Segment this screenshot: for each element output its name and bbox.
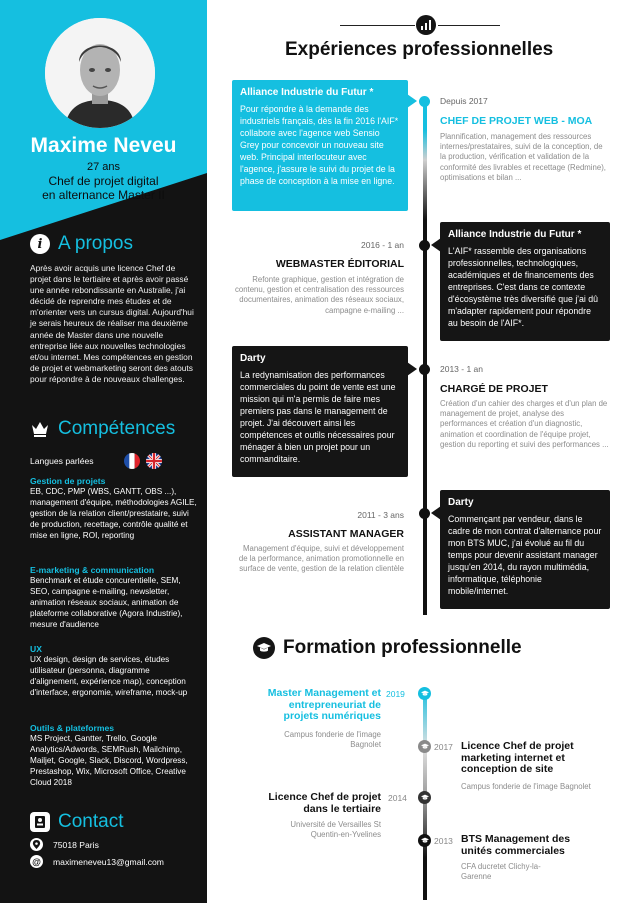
education-school: CFA ducretet Clichy-la-Garenne	[461, 862, 541, 882]
role-description: Refonte graphique, gestion et intégration de contenu, gestion et centralisation des ressources documentaires, animation des réseaux sociaux, campagne e-mailing ...	[234, 275, 404, 315]
box-pointer	[407, 362, 417, 376]
graduation-cap-icon	[418, 740, 431, 753]
timeline-dot	[419, 364, 430, 375]
role-date: 2011 - 3 ans	[357, 510, 404, 520]
box-pointer	[431, 506, 441, 520]
profile-title-line1: Chef de projet digital	[48, 174, 159, 188]
about-text: Après avoir acquis une licence Chef de projet dans le tertiaire et après avoir passé une année rebondissante en Australie, j'ai décidé de reprendre mes études et de m'orienter vers un cursus digital. Aujourd'hui je serais heureux de réaliser ma deuxième année de Master dans une nouvelle entreprise liée aux nouvelles technologies et/ou internet. Mes compétences en gestion de projet et webmarketing seront des atouts pour répondre à de nouveaux challenges.	[30, 263, 194, 384]
experience-box-darty-role	[440, 490, 610, 609]
contact-address-row	[30, 838, 99, 851]
briefcase-chart-icon	[416, 15, 436, 35]
skills-heading	[30, 418, 175, 440]
profile-name: Maxime Neveu	[30, 134, 177, 157]
role-title: ASSISTANT MANAGER	[288, 528, 404, 540]
role-date: 2016 - 1 an	[360, 240, 404, 250]
profile-age: 27 ans	[86, 161, 121, 173]
education-year: 2013	[434, 836, 453, 846]
education-year: 2019	[386, 689, 405, 699]
about-heading	[30, 233, 133, 255]
contact-card-icon	[30, 812, 50, 832]
education-title: Master Management et entrepreneuriat de projets numériques	[267, 687, 381, 722]
languages-row	[30, 453, 162, 469]
location-pin-icon	[30, 838, 43, 851]
avatar	[45, 18, 155, 128]
box-text: L'AIF* rassemble des organisations professionnelles, technologiques, académiques et de financements des entreprises. C'est dans ce contexte d'écosystème très diversifié que j'ai dû m'adapter rapidement pour répondre au besoin de l'AIF*.	[448, 246, 599, 328]
education-school: Université de Versailles St Quentin-en-Yvelines	[290, 820, 381, 840]
profile-title-line2: en alternance Master II	[42, 188, 165, 202]
skill-category-title: E-marketing & communication	[30, 565, 155, 575]
skill-category-text: MS Project, Gantter, Trello, Google Analytics/Adwords, SEMRush, Mailchimp, Mailjet, Google, Slack, Discord, Wordpress, Prestashop, Wix, Microsoft Office, Creative Cloud 2018	[30, 734, 188, 787]
experience-box-aif-context	[440, 222, 610, 341]
role-title: CHARGÉ DE PROJET	[440, 383, 548, 395]
crown-icon	[30, 419, 50, 439]
timeline-dot	[419, 240, 430, 251]
skill-category-text: EB, CDC, PMP (WBS, GANTT, OBS ...), management d'équipe, méthodologies AGILE, gestion de la relation client/prestataire, suivi de production, recettage, contrôle qualité et mise en ligne, ROI, reporting	[30, 487, 197, 540]
skill-category-text: Benchmark et étude concurentielle, SEM, SEO, campagne e-mailing, newsletter, animation réseaux sociaux, animation de plateforme collaborative (Agora Industrie), mesure d'audience	[30, 576, 183, 629]
education-school: Campus fonderie de l'image Bagnolet	[284, 730, 381, 750]
education-heading-text: Formation professionnelle	[283, 637, 522, 658]
experience-heading-text: Expériences professionnelles	[285, 39, 554, 60]
role-date: Depuis 2017	[440, 96, 488, 106]
experience-box-darty-project	[232, 346, 408, 477]
education-title: Licence Chef de projet dans le tertiaire	[268, 791, 381, 815]
box-pointer	[407, 94, 417, 108]
box-title: Alliance Industrie du Futur *	[240, 87, 374, 98]
profile-photo	[45, 18, 155, 128]
email-at-icon: @	[30, 855, 43, 868]
box-title: Darty	[448, 497, 474, 508]
about-heading-text: A propos	[58, 233, 133, 254]
graduation-cap-icon	[253, 637, 275, 659]
skill-category-title: Gestion de projets	[30, 476, 106, 486]
graduation-cap-icon	[418, 834, 431, 847]
experience-heading	[285, 39, 553, 61]
education-school: Campus fonderie de l'image Bagnolet	[461, 782, 591, 791]
box-text: La redynamisation des performances commerciales du point de vente est une mission qui m'a permis de faire mes premiers pas dans le management de projet. J'ai découvert ainsi les compétences et outils nécessaires pour ménager à bien un projet pour un commanditaire.	[240, 370, 396, 464]
info-icon: i	[30, 234, 50, 254]
contact-heading-text: Contact	[58, 811, 124, 832]
graduation-cap-icon	[418, 687, 431, 700]
role-title: WEBMASTER ÉDITORIAL	[275, 258, 404, 270]
contact-heading	[30, 811, 123, 833]
skill-category-title: Outils & plateformes	[30, 723, 115, 733]
languages-label: Langues parlées	[30, 456, 94, 466]
box-title: Darty	[240, 353, 266, 364]
box-title: Alliance Industrie du Futur *	[448, 229, 582, 240]
education-title: Licence Chef de projet marketing internet et conception de site	[461, 740, 574, 775]
education-title: BTS Management des unités commerciales	[461, 833, 571, 857]
heading-rule-left	[340, 25, 415, 26]
graduation-cap-icon	[418, 791, 431, 804]
timeline-dot	[419, 508, 430, 519]
contact-email-row[interactable]	[30, 855, 164, 868]
experience-box-aif-project	[232, 80, 408, 211]
role-date: 2013 - 1 an	[440, 364, 484, 374]
contact-address: 75018 Paris	[53, 839, 99, 850]
uk-flag-icon	[146, 453, 162, 469]
heading-rule-right	[438, 25, 500, 26]
contact-email-link[interactable]: maximeneveu13@gmail.com	[53, 856, 164, 867]
skill-category-title: UX	[30, 644, 42, 654]
box-text: Pour répondre à la demande des industriels français, dès la fin 2016 l'AIF* collabore avec l'agence web Sensio Grey pour concevoir un nouveau site web. Principal interlocuteur avec l'agence, j'assure le suivi du projet de la phase de conception à la mise en ligne.	[240, 104, 399, 186]
box-pointer	[431, 238, 441, 252]
box-text: Commençant par vendeur, dans le cadre de mon contrat d'alternance pour mon BTS MUC, j'ai évolué au fil du temps pour devenir assistant manager jusqu'en 2014, du rayon multimédia, informatique, téléphonie mobile/internet.	[448, 514, 602, 596]
skill-category-text: UX design, design de services, études utilisateur (personna, diagramme d'alignement, expérience map), conception d'interface, ergonomie, wireframe, mock-up	[30, 655, 188, 697]
education-heading	[253, 637, 522, 659]
role-description: Management d'équipe, suivi et développement de la performance, animation promotionnelle en surface de vente, gestion de la relation clientèle	[238, 544, 404, 574]
role-description: Plannification, management des ressources internes/prestataires, suivi de la conception, de la production, vérification et validation de la conformité des livrables et recettage (Redmine), optimisations et bilan ...	[440, 132, 606, 182]
role-title: CHEF DE PROJET WEB - MOA	[440, 115, 593, 127]
france-flag-icon	[124, 453, 140, 469]
timeline-dot	[419, 96, 430, 107]
experience-timeline	[423, 100, 427, 615]
education-year: 2017	[434, 742, 453, 752]
sidebar	[0, 0, 207, 903]
education-year: 2014	[388, 793, 407, 803]
role-description: Création d'un cahier des charges et d'un plan de management de projet, analyse des performances et création d'un diagnostic, animation et coordination de l'équipe projet, gestion du reporting et suivi des performances ...	[440, 399, 609, 449]
skills-heading-text: Compétences	[58, 418, 176, 439]
